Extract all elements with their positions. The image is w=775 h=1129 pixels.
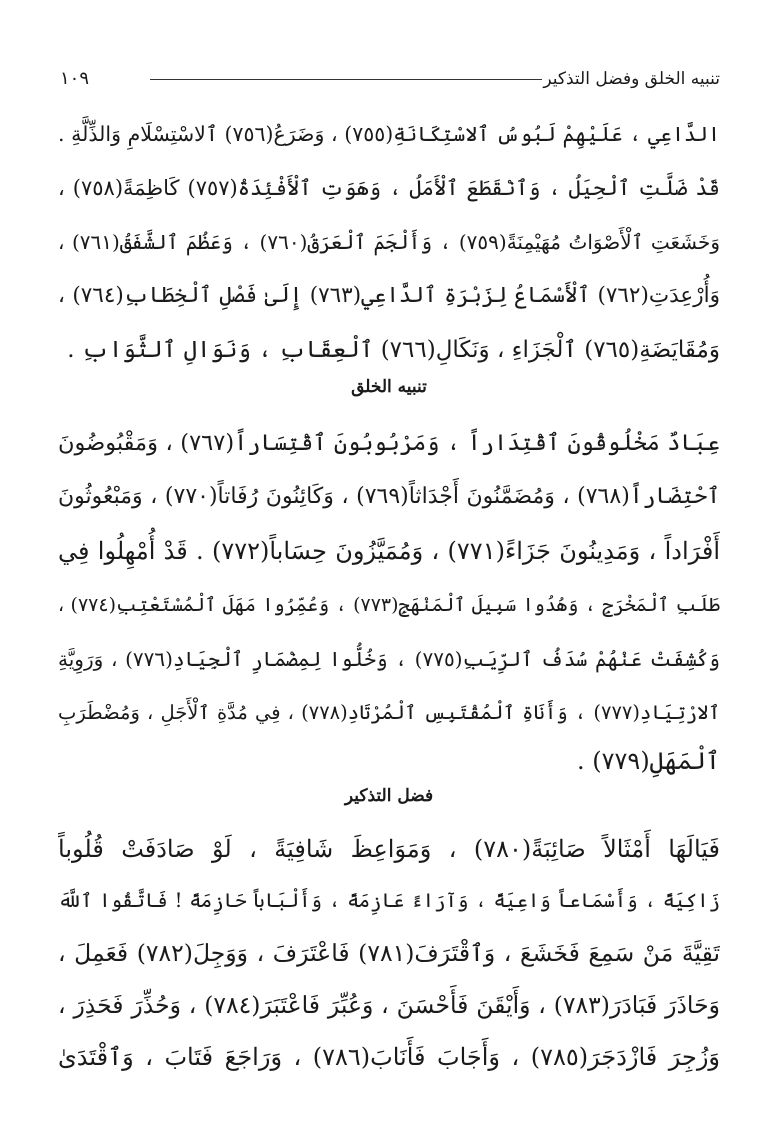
text-line: تَقِيَّةَ مَنْ سَمِعَ فَخَشَعَ ، وَٱقْتَرَفَ(٧٨١) فَاعْتَرَفَ ، وَوَجِلَ(٧٨٢) فَعَمِلَ ، (58, 939, 720, 967)
text-line: طَلَبِ ٱلْمَخْرَجِ ، وَهُدُوا سَبِيلَ ٱلْمَنْهَجِ(٧٧٣) ، وَعُمِّرُوا مَهَلَ ٱلْمُسْتَعْتِبِ(٧٧٤) ، (58, 594, 720, 616)
page-number: ١٠٩ (60, 68, 90, 89)
section-heading: فضل التذكير (344, 786, 434, 806)
running-title: تنبيه الخلق وفضل التذكير (543, 69, 720, 89)
text-line: أَفْرَاداً ، وَمَدِينُونَ جَزَاءً(٧٧١) ، وَمُمَيَّزُونَ حِسَاباً(٧٧٢) . قَدْ أُمْهِلُوا فِي (58, 537, 720, 565)
text-line: وَحَاذَرَ فَبَادَرَ(٧٨٣) ، وَأَيْقَنَ فَأَحْسَنَ ، وَعُبِّرَ فَاعْتَبَرَ(٧٨٤) ، وَحُذِّرَ فَحَذِرَ ، (58, 991, 720, 1019)
text-line: ٱلْمَهَلِ(٧٧٩) . (577, 747, 720, 775)
text-line: وَأُرْعِدَتِ(٧٦٢) ٱلْأَسْمَاعُ لِزَبْرَةِ ٱلدَّاعِي(٧٦٣) إِلَىٰ فَصْلِ ٱلْخِطَابِ(٧٦٤) ، (58, 283, 720, 308)
page-header (60, 66, 720, 92)
text-line: وَكُشِفَتْ عَنْهُمْ سُدَفُ ٱلرِّيَبِ(٧٧٥) ، وَخُلُّوا لِمِضْمَارِ ٱلْجِيَادِ(٧٧٦) ، وَرَوِيَّةِ (58, 647, 720, 671)
text-line: عِبَادٌ مَخْلُوقُونَ ٱقْتِدَاراً ، وَمَرْبُوبُونَ ٱقْتِسَاراً(٧٦٧) ، وَمَقْبُوضُونَ (58, 430, 720, 456)
text-line: وَمُقَايَضَةِ(٧٦٥) ٱلْجَزَاءِ ، وَنَكَالِ(٧٦٦) ٱلْعِقَابِ ، وَنَوَالِ ٱلثَّوَابِ . (67, 337, 720, 363)
text-line: وَزُجِرَ فَازْدَجَرَ(٧٨٥) ، وَأَجَابَ فَأَنَابَ(٧٨٦) ، وَرَاجَعَ فَتَابَ ، وَٱقْتَدَىٰ (58, 1043, 720, 1071)
text-line: وَخَشَعَتِ ٱلْأَصْوَاتُ مُهَيْمِنَةً(٧٥٩) ، وَأَلْجَمَ ٱلْعَرَقُ(٧٦٠) ، وَعَظُمَ ٱلشَّفَقُ(٧٦١) ، (58, 230, 720, 254)
section-heading: تنبيه الخلق (351, 377, 427, 397)
text-line: فَيَالَهَا أَمْثَالاً صَائِبَةً(٧٨٠) ، وَمَوَاعِظَ شَافِيَةً ، لَوْ صَادَفَتْ قُلُوباً (58, 835, 720, 863)
header-rule (150, 79, 542, 80)
text-line: زَاكِيَةً ، وَأَسْمَاعاً وَاعِيَةً ، وَآرَاءً عَازِمَةً ، وَأَلْبَاباً حَازِمَةً ! فَاتَّقُوا ٱللَّهَ (58, 889, 720, 912)
text-line: ٱحْتِضَاراً(٧٦٨) ، وَمُضَمَّنُونَ أَجْدَاثاً(٧٦٩) ، وَكَائِنُونَ رُفَاتاً(٧٧٠) ، وَمَبْعُوثُونَ (58, 484, 720, 509)
text-line: ٱلارْتِيَادِ(٧٧٧) ، وَأَنَاةِ ٱلْمُقْتَبِسِ ٱلْمُرْتَادِ(٧٧٨) ، فِي مُدَّةِ ٱلْأَجَلِ ، وَمُضْطَرَبِ (58, 701, 720, 724)
text-line: الدَّاعِي ، عَلَيْهِمْ لَبُوسُ ٱلاسْتِكَانَةِ(٧٥٥) ، وَضَرَعُ(٧٥٦) ٱلاسْتِسْلَامِ وَالذِّلَّةِ . (58, 122, 720, 146)
text-line: قَدْ ضَلَّتِ ٱلْحِيَلُ ، وَٱنْقَطَعَ ٱلْأَمَلُ ، وَهَوَتِ ٱلْأَفْئِدَةُ(٧٥٧) كَاظِمَةً(٧٥٨) ، (58, 176, 720, 200)
